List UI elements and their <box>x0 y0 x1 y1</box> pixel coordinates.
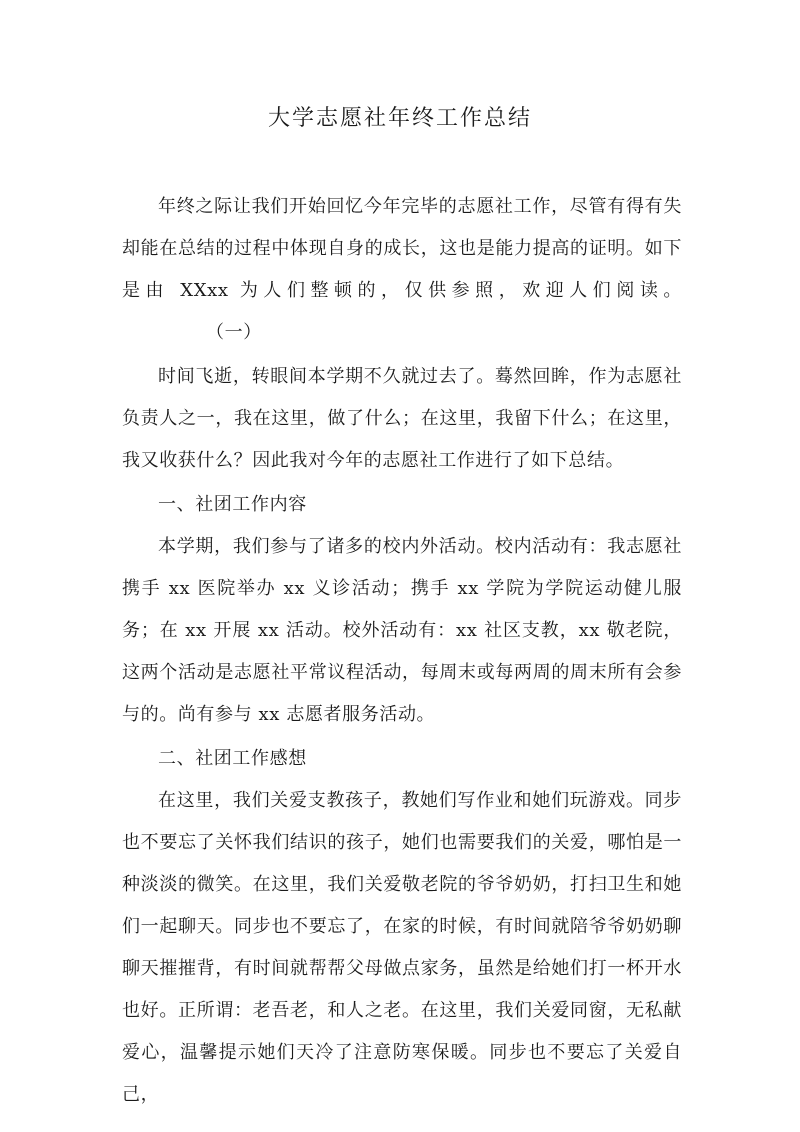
section-heading-2: 二、社团工作感想 <box>158 748 307 769</box>
document-body <box>122 186 682 1116</box>
intro-paragraph <box>122 186 682 354</box>
section-marker: （一） <box>206 322 262 343</box>
paragraph-2: 本学期，我们参与了诸多的校内外活动。校内活动有：我志愿社携手 xx 医院举办 xx 义诊活动；携手 xx 学院为学院运动健儿服务；在 xx 开展 xx 活动。校外活动有：xx 社区支教，xx 敬老院，这两个活动是志愿社平常议程活动，每周末或每两周的周末所有会参与的。尚有参与 xx 志愿者服务活动。 <box>122 536 682 725</box>
document-title: 大学志愿社年终工作总结 <box>267 106 532 131</box>
paragraph-3: 在这里，我们关爱支教孩子，教她们写作业和她们玩游戏。同步也不要忘了关怀我们结识的孩子，她们也需要我们的关爱，哪怕是一种淡淡的微笑。在这里，我们关爱敬老院的爷爷奶奶，打扫卫生和她们一起聊天。同步也不要忘了，在家的时候，有时间就陪爷爷奶奶聊聊天摧摧背，有时间就帮帮父母做点家务，虽然是给她们打一杯开水也好。正所谓：老吾老，和人之老。在这里，我们关爱同窗，无私献爱心，温馨提示她们天冷了注意防寒保暖。同步也不要忘了关爱自己， <box>122 790 682 1105</box>
intro-text: 年终之际让我们开始回忆今年完毕的志愿社工作，尽管有得有失却能在总结的过程中体现自身的成长，这也是能力提高的证明。如下是由 XXxx 为人们整顿的，仅供参照，欢迎人们阅读。 <box>122 196 682 301</box>
section-heading-1: 一、社团工作内容 <box>158 494 307 515</box>
paragraph-1: 时间飞逝，转眼间本学期不久就过去了。蓦然回眸，作为志愿社负责人之一，我在这里，做了什么；在这里，我留下什么；在这里，我又收获什么？因此我对今年的志愿社工作进行了如下总结。 <box>122 366 682 471</box>
